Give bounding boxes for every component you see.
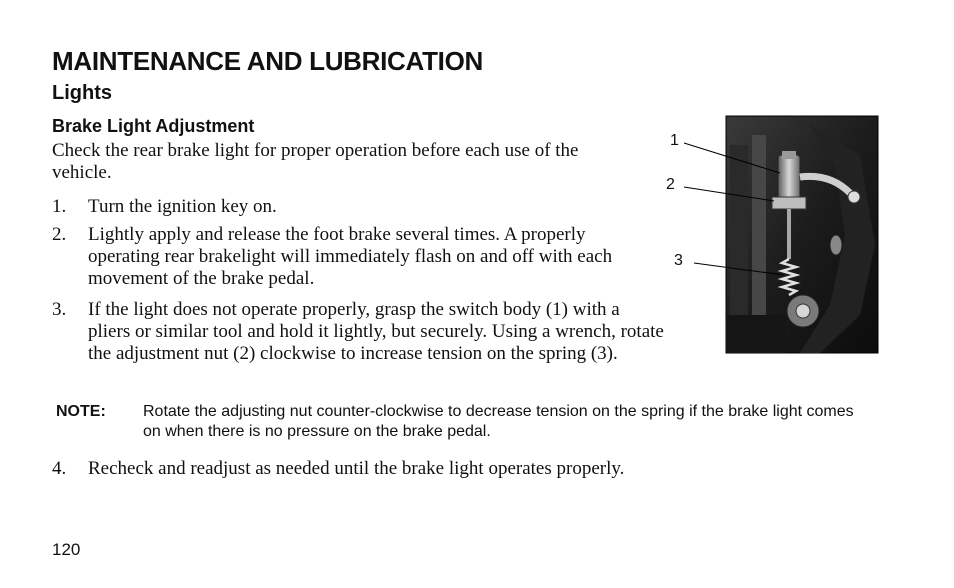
callout-number: 3 [674, 252, 683, 269]
step-item [52, 299, 664, 365]
step-item [52, 224, 642, 290]
note-text: Rotate the adjusting nut counter-clockwise to decrease tension on the spring if the brake light comes on when there is no pressure on the brake pedal. [143, 403, 854, 440]
step-text: Recheck and readjust as needed until the brake light operates properly. [88, 458, 625, 479]
step-number: 2. [52, 224, 67, 245]
note-block [56, 402, 866, 442]
intro-paragraph: Check the rear brake light for proper operation before each use of the vehicle. [52, 140, 579, 183]
callout-number: 2 [666, 176, 675, 193]
page-number: 120 [52, 540, 81, 559]
step-number: 3. [52, 299, 67, 320]
step-text: If the light does not operate properly, grasp the switch body (1) with a pliers or similar tool and hold it lightly, but securely. Using a wrench, rotate the adjustment nut (2) clockwise to increase tension on the spring (3). [88, 299, 664, 364]
brake-switch-figure [660, 115, 890, 355]
step-item [52, 196, 642, 218]
step-number: 1. [52, 196, 67, 217]
brake-switch-photo [660, 115, 890, 355]
step-text: Lightly apply and release the foot brake several times. A properly operating rear brakelight will immediately flash on and off with each movement of the brake pedal. [88, 224, 613, 289]
step-text: Turn the ignition key on. [88, 196, 277, 217]
callout-number: 1 [670, 132, 679, 149]
chapter-title: MAINTENANCE AND LUBRICATION [52, 46, 483, 76]
subsection-title: Brake Light Adjustment [52, 116, 255, 136]
step-item [52, 458, 752, 480]
step-number: 4. [52, 458, 67, 479]
section-title: Lights [52, 82, 112, 104]
note-label: NOTE: [56, 403, 106, 420]
